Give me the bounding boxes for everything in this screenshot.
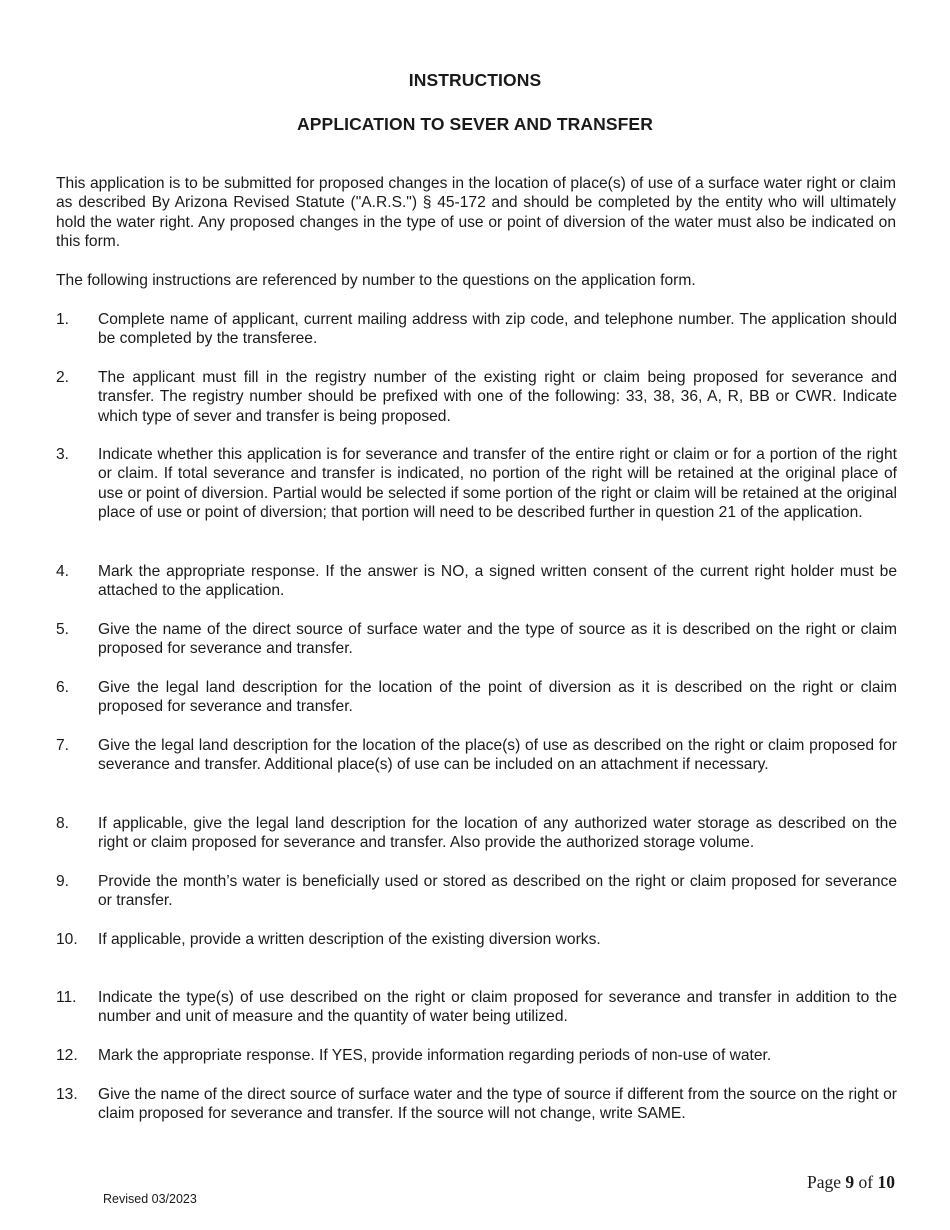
page-number xyxy=(807,1172,895,1193)
instruction-text: Complete name of applicant, current mailing address with zip code, and telephone number. The application should be completed by the transferee. xyxy=(98,311,897,348)
instruction-number: 5. xyxy=(56,621,70,638)
instruction-item xyxy=(56,368,897,426)
instruction-text: Mark the appropriate response. If the answer is NO, a signed written consent of the current right holder must be attached to the application. xyxy=(98,563,897,600)
intro-paragraph: This application is to be submitted for proposed changes in the location of place(s) of use of a surface water right or claim as described By Arizona Revised Statute ("A.R.S.") § 45-172 and should be completed by the entity who will ultimately hold the water right. Any proposed changes in the type of use or point of diversion of the water must also be indicated on this form. xyxy=(56,175,896,251)
instruction-text: The applicant must fill in the registry number of the existing right or claim being proposed for severance and transfer. The registry number should be prefixed with one of the following: 33, 38, 36, A, R, BB or CWR. Indicate which type of sever and transfer is being proposed. xyxy=(98,369,897,425)
instruction-text: Give the legal land description for the location of the point of diversion as it is described on the right or claim proposed for severance and transfer. xyxy=(98,679,897,716)
instruction-item xyxy=(56,872,897,911)
instruction-item xyxy=(56,620,897,659)
page-of: of xyxy=(854,1172,878,1192)
page-total: 10 xyxy=(877,1172,895,1192)
instruction-number: 2. xyxy=(56,369,70,386)
form-title: APPLICATION TO SEVER AND TRANSFER xyxy=(297,114,653,134)
instruction-number: 7. xyxy=(56,737,70,754)
instruction-item xyxy=(56,736,897,775)
page-title: INSTRUCTIONS xyxy=(408,70,542,90)
lead-paragraph: The following instructions are referenced by number to the questions on the application form. xyxy=(56,272,696,289)
instruction-item xyxy=(56,814,897,853)
instruction-text: Give the legal land description for the location of the place(s) of use as described on the right or claim proposed for severance and transfer. Additional place(s) of use can be included on an attachment if necessary. xyxy=(98,737,897,774)
page-prefix: Page xyxy=(807,1172,846,1192)
instruction-number: 13. xyxy=(56,1086,78,1103)
instruction-item xyxy=(56,310,897,349)
instruction-text: Provide the month’s water is beneficially used or stored as described on the right or claim proposed for severance or transfer. xyxy=(98,873,897,910)
page-current: 9 xyxy=(845,1172,855,1192)
instruction-item xyxy=(56,562,897,601)
instruction-item xyxy=(56,445,897,523)
instruction-number: 11. xyxy=(56,989,77,1006)
revision-date: Revised 03/2023 xyxy=(103,1192,197,1206)
instruction-item xyxy=(56,988,897,1027)
instruction-text: Indicate the type(s) of use described on the right or claim proposed for severance and transfer in addition to the number and unit of measure and the quantity of water being utilized. xyxy=(98,989,897,1026)
instruction-text: Indicate whether this application is for severance and transfer of the entire right or claim or for a portion of the right or claim. If total severance and transfer is indicated, no portion of the right will be retained at the original place of use or point of diversion. Partial would be selected if some portion of the right or claim will be retained at the original place of use or point of diversion; that portion will need to be described further in question 21 of the application. xyxy=(98,446,897,522)
instruction-number: 8. xyxy=(56,815,70,832)
instruction-text: Give the name of the direct source of surface water and the type of source as it is described on the right or claim proposed for severance and transfer. xyxy=(98,621,897,658)
instruction-number: 10. xyxy=(56,931,78,948)
instruction-text: If applicable, give the legal land description for the location of any authorized water storage as described on the right or claim proposed for severance and transfer. Also provide the authorized storage volume. xyxy=(98,815,897,852)
instruction-item xyxy=(56,1046,897,1065)
instruction-number: 12. xyxy=(56,1047,78,1064)
instruction-text: If applicable, provide a written description of the existing diversion works. xyxy=(98,931,601,948)
instruction-number: 1. xyxy=(56,311,70,328)
instruction-number: 4. xyxy=(56,563,70,580)
instruction-text: Mark the appropriate response. If YES, provide information regarding periods of non-use of water. xyxy=(98,1047,772,1064)
instruction-item xyxy=(56,678,897,717)
instruction-item xyxy=(56,1085,897,1124)
instruction-number: 3. xyxy=(56,446,70,463)
instruction-text: Give the name of the direct source of surface water and the type of source if different from the source on the right or claim proposed for severance and transfer. If the source will not change, write SAME. xyxy=(98,1086,897,1123)
instruction-number: 9. xyxy=(56,873,70,890)
instruction-number: 6. xyxy=(56,679,70,696)
instruction-item xyxy=(56,930,897,949)
